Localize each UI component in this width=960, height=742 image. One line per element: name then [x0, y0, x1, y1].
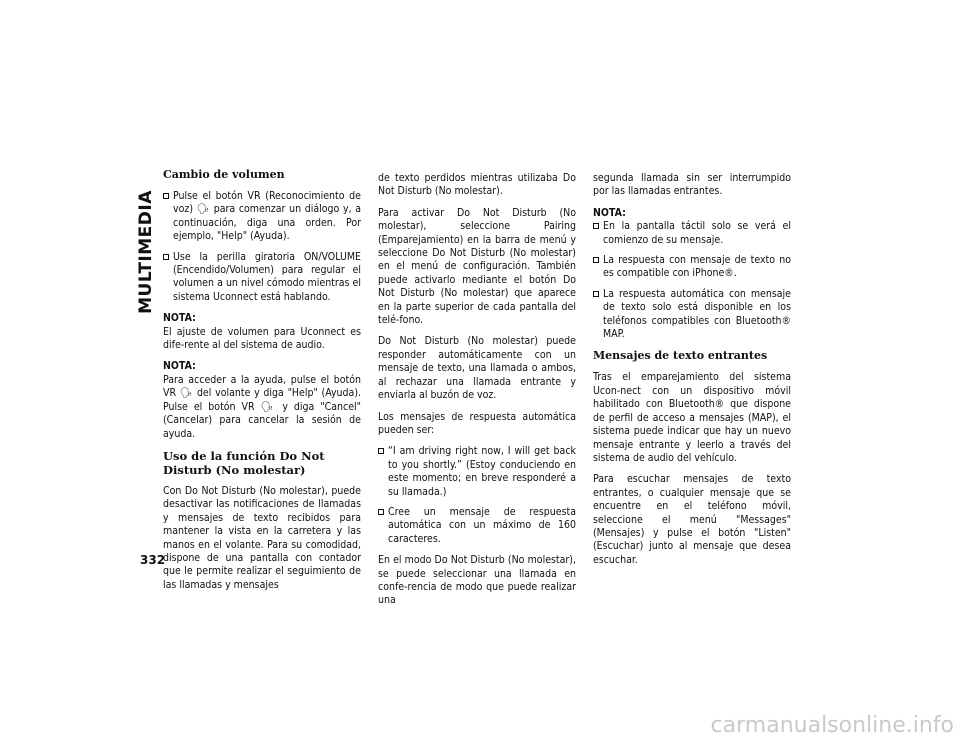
- heading-incoming-messages: Mensajes de texto entrantes: [593, 349, 768, 363]
- note-label: NOTA:: [593, 206, 626, 219]
- voice-recognition-icon: 🗣: [196, 204, 211, 216]
- note-text: El ajuste de volumen para Uconnect es dife-rente al del sistema de audio.: [163, 325, 361, 352]
- paragraph: Do Not Disturb (No molestar) puede responder automáticamente con un mensaje de texto, una llamada o ambos, al rechazar una llamada entrante y enviarla al buzón de voz.: [378, 335, 576, 402]
- section-tab-label: MULTIMEDIA: [136, 190, 156, 314]
- list-item: “I am driving right now, I will get back to you shortly.” (Estoy conduciendo en este momento; en breve responderé a su llamada.): [378, 445, 576, 499]
- paragraph: Los mensajes de respuesta automática pueden ser:: [378, 410, 576, 436]
- paragraph: Para escuchar mensajes de texto entrantes, o cualquier mensaje que se encuentre en el teléfono móvil, seleccione el menú "Messages" (Mensajes) y pulse el botón "Listen" (Escuchar) junto al mensaje que desea escuchar.: [593, 473, 791, 566]
- note-bullets: [593, 220, 791, 341]
- page-number: 332: [140, 553, 166, 567]
- list-item: Pulse el botón VR (Reconocimiento de voz) 🗣 para comenzar un diálogo y, a continuación, diga una orden. Por ejemplo, "Help" (Ayuda).: [163, 190, 361, 244]
- paragraph: de texto perdidos mientras utilizaba Do Not Disturb (No molestar).: [378, 172, 576, 198]
- note-label: NOTA:: [163, 312, 196, 325]
- list-item: Use la perilla giratoria ON/VOLUME (Encendido/Volumen) para regular el volumen a un nivel cómodo mientras el sistema Uconnect está hablando.: [163, 251, 361, 305]
- note-label: NOTA:: [163, 360, 196, 373]
- paragraph: segunda llamada sin ser interrumpido por las llamadas entrantes.: [593, 172, 791, 198]
- column-1: [163, 168, 361, 600]
- list-item: La respuesta automática con mensaje de texto solo está disponible en los teléfonos compatibles con Bluetooth® MAP.: [593, 288, 791, 342]
- watermark: carmanualsonline.info: [710, 713, 954, 738]
- list-item: La respuesta con mensaje de texto no es compatible con iPhone®.: [593, 254, 791, 281]
- paragraph: Para activar Do Not Disturb (No molestar), seleccione Pairing (Emparejamiento) en la barra de menú y seleccione Do Not Disturb (No molestar) en el menú de configuración. También puede activarlo mediante el botón Do Not Disturb (No molestar) que aparece en la parte superior de cada pantalla del telé-fono.: [378, 206, 576, 327]
- heading-volume: Cambio de volumen: [163, 168, 285, 181]
- voice-recognition-icon: 🗣: [260, 401, 277, 413]
- section-tab: [136, 172, 156, 332]
- paragraph: Tras el emparejamiento del sistema Ucon-nect con un dispositivo móvil habilitado con Bluetooth® que dispone de perfil de acceso a mensajes (MAP), el sistema puede indicar que hay un nuevo mensaje entrante y leerlo a través del sistema de audio del vehículo.: [593, 371, 791, 464]
- paragraph: En el modo Do Not Disturb (No molestar), se puede seleccionar una llamada en confe-rencia de modo que puede realizar una: [378, 554, 576, 607]
- heading-do-not-disturb: Uso de la función Do Not Disturb (No molestar): [163, 448, 325, 477]
- column-3: [593, 172, 791, 575]
- column-2: [378, 172, 576, 616]
- volume-bullets: [163, 190, 361, 304]
- list-item: Cree un mensaje de respuesta automática con un máximo de 160 caracteres.: [378, 506, 576, 546]
- list-item: En la pantalla táctil solo se verá el comienzo de su mensaje.: [593, 220, 791, 247]
- auto-reply-bullets: [378, 445, 576, 546]
- note-text: Para acceder a la ayuda, pulse el botón VR 🗣 del volante y diga "Help" (Ayuda). Pulse el botón VR 🗣 y diga "Cancel" (Cancelar) para cancelar la sesión de ayuda.: [163, 373, 362, 440]
- voice-recognition-icon: 🗣: [179, 388, 194, 400]
- paragraph: Con Do Not Disturb (No molestar), puede desactivar las notificaciones de llamadas y mensajes de texto recibidos para mantener la vista en la carretera y las manos en el volante. Para su comodidad, dispone de una pantalla con contador que le permite realizar el seguimiento de las llamadas y mensajes: [163, 484, 361, 591]
